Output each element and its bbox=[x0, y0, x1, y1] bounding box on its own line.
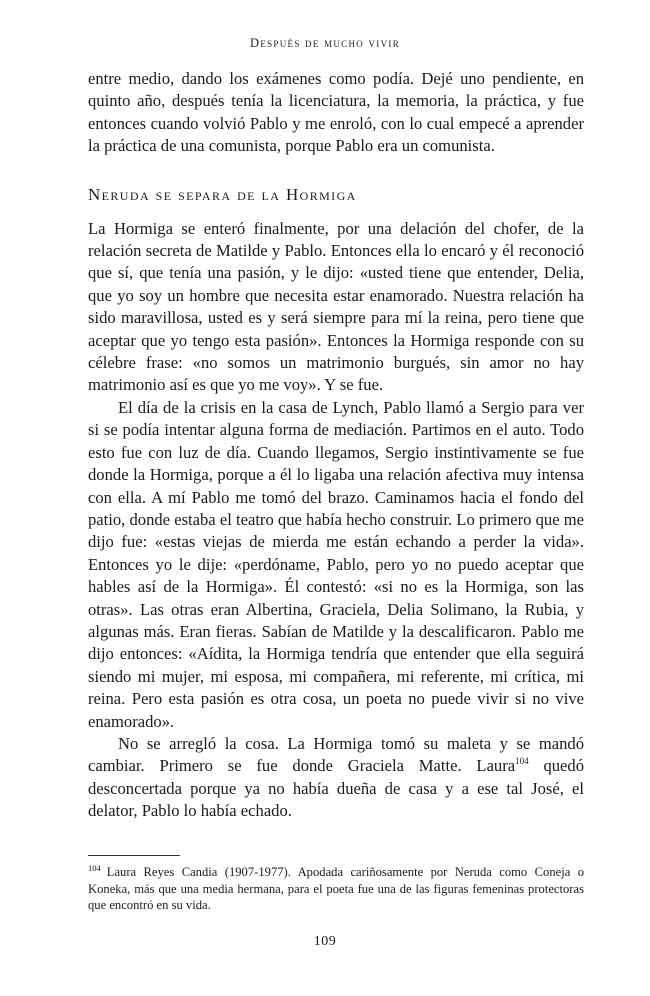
paragraph bbox=[88, 733, 584, 823]
section-heading: Neruda se separa de la Hormiga bbox=[88, 184, 357, 204]
paragraph: El día de la crisis en la casa de Lynch, Pablo llamó a Sergio para ver si se podía intentar alguna forma de mediación. Partimos en el auto. Todo esto fue con luz de día. Cuando llegamos, Sergio instintivamente se fue donde la Hormiga, porque a él lo ligaba una relación afectiva muy intensa con ella. A mí Pablo me tomó del brazo. Caminamos hacia el fondo del patio, donde estaba el teatro que había hecho construir. Lo primero que me dijo fue: «estas viejas de mierda me están echando a perder la vida». Entonces yo le dije: «perdóname, Pablo, pero yo no puedo aceptar que hables así de la Hormiga». Él contestó: «si no es la Hormiga, son las otras». Las otras eran Albertina, Graciela, Delia Solimano, la Rubia, y algunas más. Eran fieras. Sabían de Matilde y la descalificaron. Pablo me dijo entonces: «Aídita, la Hormiga tendría que entender que ella seguirá siendo mi mujer, mi esposa, mi compañera, mi referente, mi crítica, mi reina. Pero esta pasión es otra cosa, un poeta no puede vivir si no vive enamorado». bbox=[88, 397, 584, 731]
running-head: Después de mucho vivir bbox=[249, 36, 400, 50]
paragraph-text: quedó desconcertada porque ya no había dueña de casa y a ese tal José, el delator, Pablo lo había echado. bbox=[88, 756, 584, 821]
footnote-text: Laura Reyes Candia (1907-1977). Apodada cariñosamente por Neruda como Coneja o Koneka, más que una media hermana, para el poeta fue una de las figuras femeninas protectoras que encontró en su vida. bbox=[88, 865, 584, 912]
body-text bbox=[88, 68, 584, 823]
paragraph-text: No se arregló la cosa. La Hormiga tomó su maleta y se mandó cambiar. Primero se fue donde Graciela Matte. Laura bbox=[88, 733, 584, 776]
footnote-number: 104 bbox=[88, 863, 101, 873]
footnote-reference[interactable]: 104 bbox=[515, 756, 529, 767]
footnote bbox=[88, 864, 584, 914]
footnote-divider bbox=[88, 855, 180, 856]
paragraph: entre medio, dando los exámenes como podía. Dejé uno pendiente, en quinto año, después tenía la licenciatura, la memoria, la práctica, y fue entonces cuando volvió Pablo y me enroló, con lo cual empecé a aprender la práctica de una comunista, porque Pablo era un comunista. bbox=[88, 69, 584, 156]
page-number: 109 bbox=[313, 934, 337, 949]
paragraph: La Hormiga se enteró finalmente, por una delación del chofer, de la relación secreta de Matilde y Pablo. Entonces ella lo encaró y él reconoció que sí, que tenía una pasión, y le dijo: «usted tiene que entender, Delia, que yo soy un hombre que necesita estar enamorado. Nuestra relación ha sido maravillosa, usted es y será siempre para mí la reina, pero tiene que aceptar que yo tengo esta pasión». Entonces la Hormiga responde con su célebre frase: «no somos un matrimonio burgués, sin amor no hay matrimonio así es que yo me voy». Y se fue. bbox=[88, 218, 584, 395]
